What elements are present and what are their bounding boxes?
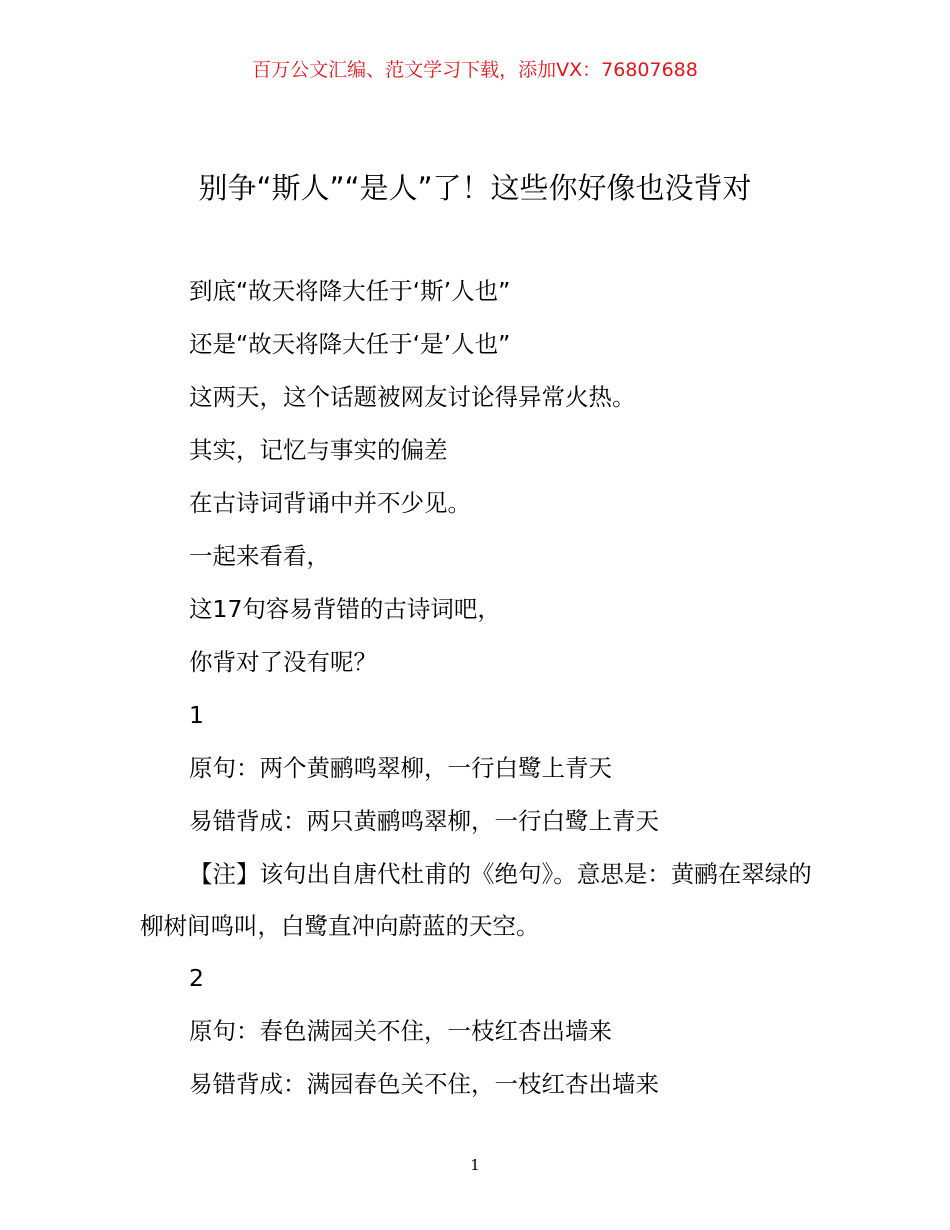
page-number: 1 [470, 1156, 480, 1174]
original-line: 原句：春色满园关不住，一枝红杏出墙来 [189, 1017, 612, 1045]
paragraph: 这17句容易背错的古诗词吧， [189, 595, 501, 623]
paragraph: 在古诗词背诵中并不少见。 [189, 489, 471, 517]
header-contact-note: 百万公文汇编、范文学习下载，添加VX：76807688 [252, 59, 698, 81]
paragraph: 一起来看看， [189, 542, 330, 570]
article-title: 别争“斯人”“是人”了！这些你好像也没背对 [198, 171, 752, 205]
paragraph: 你背对了没有呢？ [189, 648, 377, 676]
item-number: 2 [189, 964, 204, 992]
paragraph: 还是“故天将降大任于‘是’人也” [189, 330, 511, 358]
paragraph: 到底“故天将降大任于‘斯’人也” [189, 277, 511, 305]
paragraph: 其实，记忆与事实的偏差 [189, 436, 448, 464]
mistaken-line: 易错背成：两只黄鹂鸣翠柳，一行白鹭上青天 [189, 807, 659, 835]
mistaken-line: 易错背成：满园春色关不住，一枝红杏出墙来 [189, 1070, 659, 1098]
item-number: 1 [189, 701, 204, 729]
original-line: 原句：两个黄鹂鸣翠柳，一行白鹭上青天 [189, 754, 612, 782]
paragraph: 这两天，这个话题被网友讨论得异常火热。 [189, 383, 636, 411]
annotation-note: 【注】该句出自唐代杜甫的《绝句》。意思是：黄鹂在翠绿的柳树间鸣叫，白鹭直冲向蔚蓝的天空。 [140, 860, 812, 940]
article-body [140, 265, 812, 1111]
